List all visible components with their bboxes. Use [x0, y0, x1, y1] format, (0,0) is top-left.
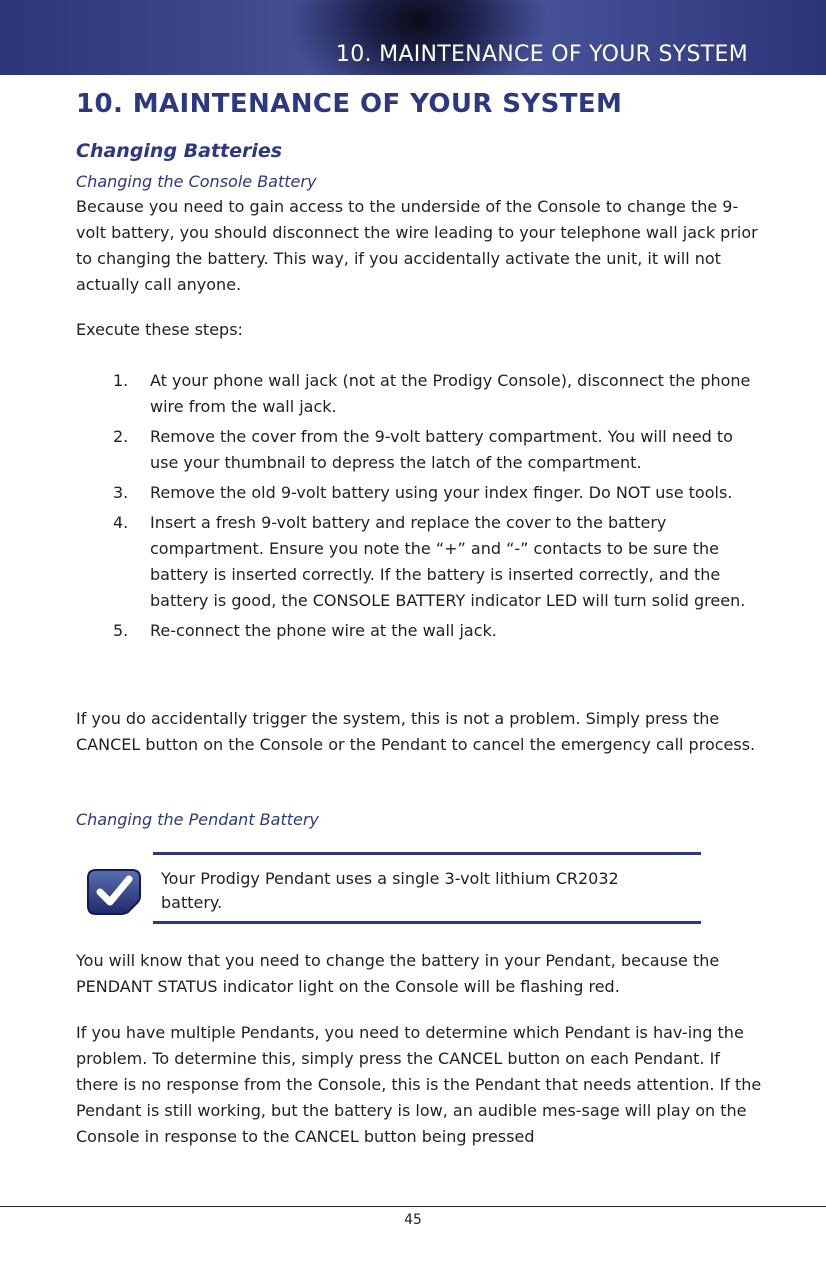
- footer-rule: [0, 1206, 826, 1207]
- note-top-rule: [153, 852, 701, 855]
- note-bottom-rule: [153, 921, 701, 924]
- page-title: 10. MAINTENANCE OF YOUR SYSTEM: [76, 89, 623, 119]
- step-text: Re-connect the phone wire at the wall jack.: [150, 621, 497, 640]
- list-item: [76, 424, 766, 476]
- pendant-battery-subheading: Changing the Pendant Battery: [76, 810, 319, 829]
- step-number: 5.: [113, 621, 129, 640]
- list-item: [76, 510, 766, 614]
- step-text: Remove the cover from the 9-volt battery compartment. You will need to use your thumbnail to depress the latch of the compartment.: [150, 427, 733, 472]
- console-battery-subheading: Changing the Console Battery: [76, 172, 317, 191]
- pendant-status-paragraph: You will know that you need to change the battery in your Pendant, because the PENDANT STATUS indicator light on the Console will be flashing red.: [76, 951, 720, 996]
- list-item: [76, 480, 766, 506]
- page-number: 45: [404, 1212, 422, 1228]
- console-battery-intro: Because you need to gain access to the underside of the Console to change the 9-volt battery, you should disconnect the wire leading to your telephone wall jack prior to changing the battery. This way, if you accidentally activate the unit, it will not actually call anyone.: [76, 197, 758, 294]
- header-banner: [0, 0, 826, 75]
- trigger-note: If you do accidentally trigger the system, this is not a problem. Simply press the CANCEL button on the Console or the Pendant to cancel the emergency call process.: [76, 709, 756, 754]
- list-item: [76, 618, 766, 644]
- step-number: 2.: [113, 427, 129, 446]
- pendant-battery-note: Your Prodigy Pendant uses a single 3-volt lithium CR2032 battery.: [161, 869, 619, 912]
- banner-title: 10. MAINTENANCE OF YOUR SYSTEM: [335, 42, 748, 67]
- step-number: 3.: [113, 483, 129, 502]
- step-number: 1.: [113, 371, 129, 390]
- step-text: Insert a fresh 9-volt battery and replace the cover to the battery compartment. Ensure you note the “+” and “-” contacts to be sure the battery is inserted correctly. If the battery is inserted correctly, and the battery is good, the CONSOLE BATTERY indicator LED will turn solid green.: [150, 513, 746, 610]
- multiple-pendants-paragraph: If you have multiple Pendants, you need to determine which Pendant is hav-ing the problem. To determine this, simply press the CANCEL button on each Pendant. If there is no response from the Console, this is the Pendant that needs attention. If the Pendant is still working, but the battery is low, an audible mes-sage will play on the Console in response to the CANCEL button being pressed: [76, 1023, 762, 1146]
- step-text: Remove the old 9-volt battery using your index finger. Do NOT use tools.: [150, 483, 733, 502]
- steps-intro: Execute these steps:: [76, 320, 243, 339]
- list-item: [76, 368, 766, 420]
- steps-list: [76, 368, 766, 648]
- checkmark-icon: [86, 866, 142, 916]
- section-heading: Changing Batteries: [76, 140, 283, 162]
- step-text: At your phone wall jack (not at the Prodigy Console), disconnect the phone wire from the wall jack.: [150, 371, 751, 416]
- step-number: 4.: [113, 513, 129, 532]
